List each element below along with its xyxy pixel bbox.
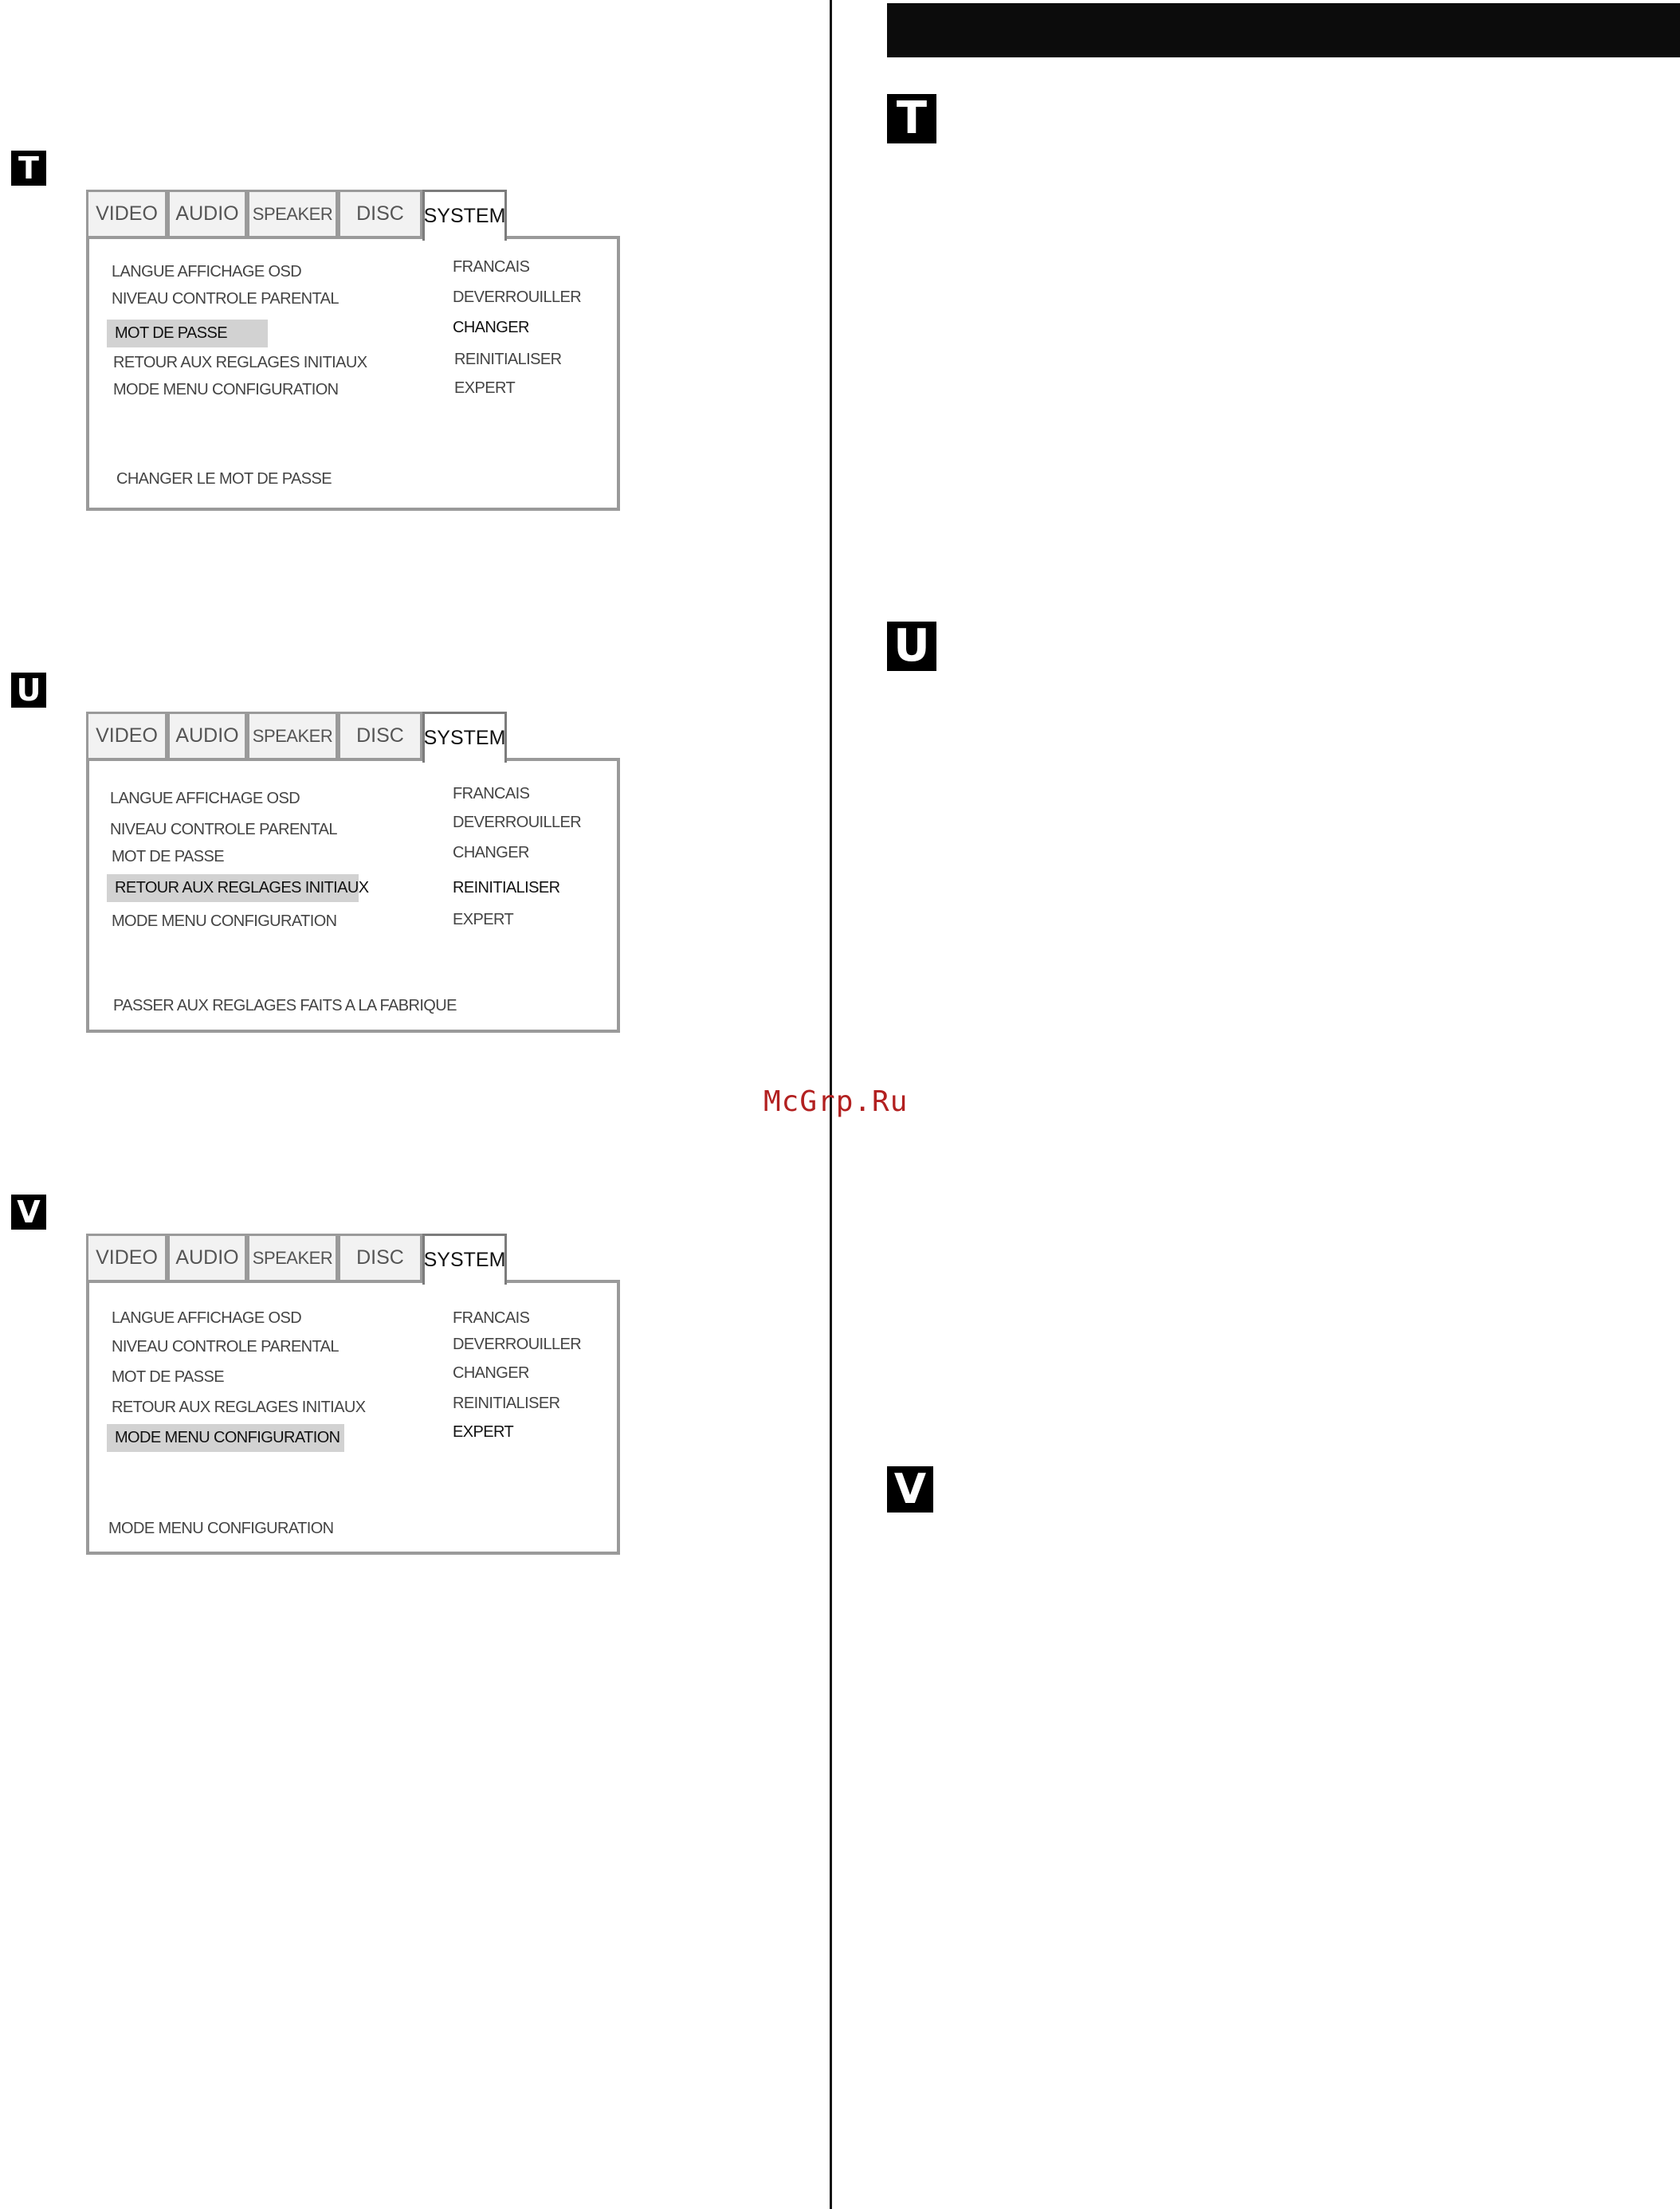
tab-audio[interactable]: AUDIO xyxy=(167,1234,247,1280)
value-osd-language: FRANCAIS xyxy=(453,785,530,802)
tab-speaker[interactable]: SPEAKER xyxy=(247,1234,338,1280)
menu-item-password[interactable]: MOT DE PASSE xyxy=(112,848,224,865)
tab-disc[interactable]: DISC xyxy=(338,190,422,236)
osd-settings-panel xyxy=(86,1280,620,1555)
value-setup-mode: EXPERT xyxy=(453,1423,514,1441)
badge-u-large: U xyxy=(887,622,936,671)
tab-system[interactable]: SYSTEM xyxy=(422,190,507,241)
tab-speaker[interactable]: SPEAKER xyxy=(247,712,338,758)
menu-item-reset[interactable]: RETOUR AUX REGLAGES INITIAUX xyxy=(112,1399,366,1416)
menu-item-osd-language[interactable]: LANGUE AFFICHAGE OSD xyxy=(110,790,300,807)
badge-v-large: V xyxy=(887,1466,933,1513)
badge-t-small: T xyxy=(11,151,46,186)
tab-disc[interactable]: DISC xyxy=(338,1234,422,1280)
value-parental-level: DEVERROUILLER xyxy=(453,814,582,831)
osd-settings-panel xyxy=(86,758,620,1033)
menu-item-parental-level[interactable]: NIVEAU CONTROLE PARENTAL xyxy=(112,290,339,308)
badge-v-small: V xyxy=(11,1195,46,1230)
status-help-text: MODE MENU CONFIGURATION xyxy=(108,1520,334,1537)
menu-item-reset[interactable]: RETOUR AUX REGLAGES INITIAUX xyxy=(113,354,367,371)
value-password: CHANGER xyxy=(453,1364,529,1382)
value-password: CHANGER xyxy=(453,844,529,861)
status-help-text: PASSER AUX REGLAGES FAITS A LA FABRIQUE xyxy=(113,997,457,1014)
badge-t-large: T xyxy=(887,94,936,143)
value-setup-mode: EXPERT xyxy=(453,911,514,928)
tab-system[interactable]: SYSTEM xyxy=(422,712,507,763)
value-reset: REINITIALISER xyxy=(453,879,560,897)
badge-u-small: U xyxy=(11,673,46,708)
tab-system[interactable]: SYSTEM xyxy=(422,1234,507,1285)
osd-settings-panel xyxy=(86,236,620,511)
value-osd-language: FRANCAIS xyxy=(453,258,530,276)
tab-audio[interactable]: AUDIO xyxy=(167,712,247,758)
osd-screen-t xyxy=(86,190,620,511)
value-reset: REINITIALISER xyxy=(454,351,562,368)
value-setup-mode: EXPERT xyxy=(454,379,516,397)
menu-item-setup-mode[interactable]: MODE MENU CONFIGURATION xyxy=(107,1424,344,1452)
menu-item-parental-level[interactable]: NIVEAU CONTROLE PARENTAL xyxy=(110,821,337,838)
value-parental-level: DEVERROUILLER xyxy=(453,288,582,306)
menu-item-password[interactable]: MOT DE PASSE xyxy=(112,1368,224,1386)
menu-item-parental-level[interactable]: NIVEAU CONTROLE PARENTAL xyxy=(112,1338,339,1356)
tab-video[interactable]: VIDEO xyxy=(86,1234,167,1280)
value-parental-level: DEVERROUILLER xyxy=(453,1336,582,1353)
osd-screen-u xyxy=(86,712,620,1033)
menu-item-setup-mode[interactable]: MODE MENU CONFIGURATION xyxy=(113,381,339,398)
menu-item-reset[interactable]: RETOUR AUX REGLAGES INITIAUX xyxy=(107,874,359,902)
menu-item-password[interactable]: MOT DE PASSE xyxy=(107,320,268,347)
value-osd-language: FRANCAIS xyxy=(453,1309,530,1327)
menu-item-setup-mode[interactable]: MODE MENU CONFIGURATION xyxy=(112,912,337,930)
tab-audio[interactable]: AUDIO xyxy=(167,190,247,236)
tab-disc[interactable]: DISC xyxy=(338,712,422,758)
tab-video[interactable]: VIDEO xyxy=(86,712,167,758)
status-help-text: CHANGER LE MOT DE PASSE xyxy=(116,470,332,488)
watermark-text: McGrp.Ru xyxy=(763,1085,909,1118)
menu-item-osd-language[interactable]: LANGUE AFFICHAGE OSD xyxy=(112,263,302,281)
section-header-bar xyxy=(887,3,1680,57)
value-password: CHANGER xyxy=(453,319,529,336)
value-reset: REINITIALISER xyxy=(453,1395,560,1412)
tab-speaker[interactable]: SPEAKER xyxy=(247,190,338,236)
tab-video[interactable]: VIDEO xyxy=(86,190,167,236)
osd-screen-v xyxy=(86,1234,620,1555)
menu-item-osd-language[interactable]: LANGUE AFFICHAGE OSD xyxy=(112,1309,302,1327)
